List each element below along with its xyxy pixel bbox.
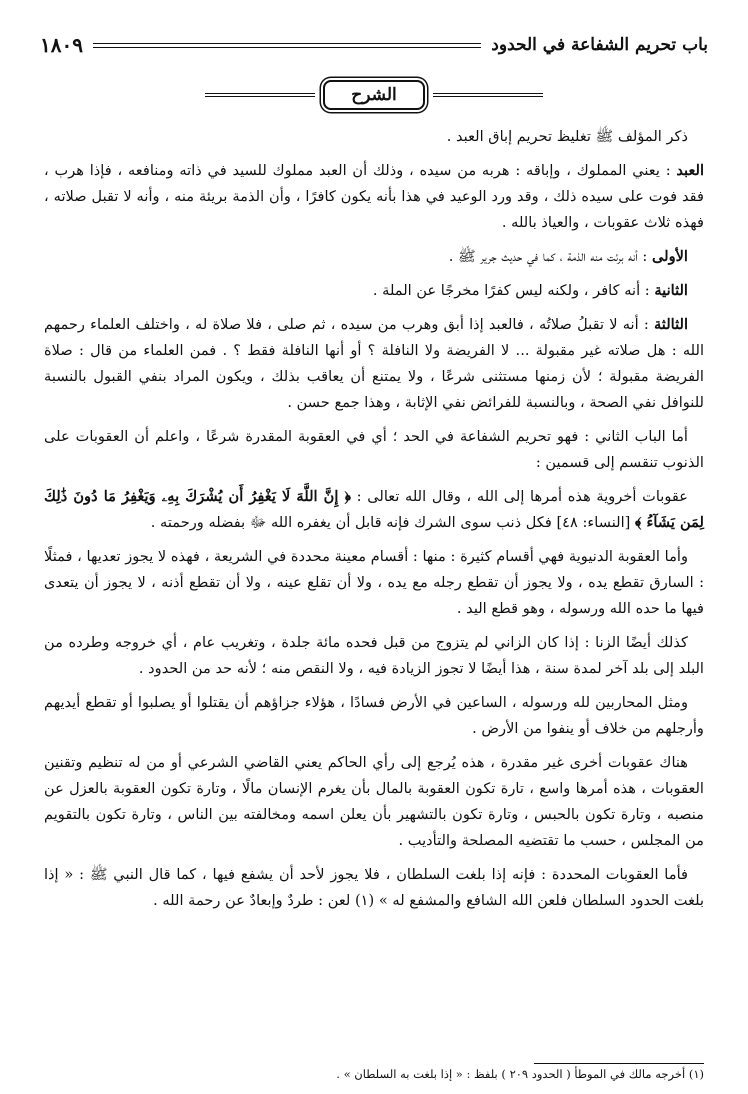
heading-rule-left [205,93,315,97]
term-text: : يعني المملوك ، وإباقه : هربه من سيده ، وذلك أن العبد مملوك للسيد في ذاته ومنافعه ، فإذا هرب ، فقد فوت على سيده ذلك ، وقد ورد الوعيد في هذا بأنه يكون كافرًا ، وأن الذمة بريئة منه ، وأنه لا تقبل صلاته ، فهذه ثلاث عقوبات ، والعياذ بالله . [44,162,704,231]
afterlife-text: عقوبات أخروية هذه أمرها إلى الله ، وقال الله تعالى : [351,488,688,505]
running-header [40,30,708,60]
paragraph-second [44,278,704,304]
second-label: الثانية [654,282,688,299]
section-heading-block [0,80,748,110]
fixed-punishments-text: فأما العقوبات المحددة : فإنه إذا بلغت السلطان ، فلا يجوز لأحد أن يشفع فيها ، كما قال النبي ﷺ : « إذا بلغت الحدود السلطان فلعن الله الشافع والمشفع له » (١) لعن : طردٌ وإبعادٌ عن رحمة الله . [44,866,704,909]
quran-verse: ﴿ إِنَّ اللَّهَ لَا يَغْفِرُ أَن يُشْرَكَ بِهِۦ وَيَغْفِرُ مَا دُونَ ذَٰلِكَ لِمَن يَشَآءُ ﴾ [44,488,704,531]
paragraph-worldly-punishments [44,544,704,622]
paragraph-second-chapter [44,424,704,476]
tazir-text: هناك عقوبات أخرى غير مقدرة ، هذه يُرجع إلى رأي الحاكم يعني القاضي الشرعي أو من له تنظيم وتقنين العقوبات ، هذه أمرها واسع ، تارة تكون العقوبة بالمال بأن يغرم الإنسان مالًا ، وتارة تكون العقوبة بالعزل عن منصبه ، وتارة تكون بالحبس ، وتارة تكون بالتشهير بأن يعلن اسمه ومخالفته بين الناس ، وتارة تكون بالتقويم من المجلس ، حسب ما تقتضيه المصلحة والتأديب . [44,754,704,849]
afterlife-text-end: فكل ذنب سوى الشرك فإنه قابل أن يغفره الله ﷻ بفضله ورحمته . [150,514,552,531]
first-text: : أنه برئت منه الذمة ، كما في حديث جرير ﷺ . [448,248,652,265]
paragraph-tazir [44,750,704,854]
paragraph-abd [44,158,704,236]
section-heading: الشرح [323,80,424,110]
third-text: : أنه لا تقبلُ صلاتُه ، فالعبد إذا أبق وهرب من سيده ، ثم صلى ، فلا صلاة له ، واختلف العلماء رحمهم الله : هل صلاته غير مقبولة ... لا الفريضة ولا النافلة ؟ أو أنها النافلة فقط ؟ . فمن العلماء من قال : صلاة الفريضة مقبولة ؛ لأن زمنها مستثنى شرعًا ، ولا يمتنع أن يعاقب بذلك ، ويكون المراد بنفي القبول بالنسبة للنوافل نفي الصحة ، وبالنسبة للفرائض نفي الإثابة ، وهذا جمع حسن . [44,316,704,411]
second-chapter-text: أما الباب الثاني : فهو تحريم الشفاعة في الحد ؛ أي في العقوبة المقدرة شرعًا ، واعلم أن العقوبات على الذنوب تنقسم إلى قسمين : [44,428,704,471]
first-label: الأولى [651,248,688,265]
verse-reference: [النساء: ٤٨] [551,514,635,531]
footnote-rule [534,1063,704,1064]
paragraph-hiraba [44,690,704,742]
paragraph-fixed-punishments [44,862,704,914]
second-text: : أنه كافر ، ولكنه ليس كفرًا مخرجًا عن الملة . [372,282,655,299]
heading-rule-right [433,93,543,97]
chapter-title: باب تحريم الشفاعة في الحدود [491,35,708,55]
page-number: ١٨٠٩ [40,33,83,57]
header-rule [93,43,481,48]
paragraph-third [44,312,704,416]
paragraph-first [44,244,704,270]
footnote: (١) أخرجه مالك في الموطأ ( الحدود ٢٠٩ ) بلفظ : « إذا بلغت به السلطان » . [336,1067,704,1081]
intro-text: ذكر المؤلف ﷺ تغليظ تحريم إباق العبد . [446,128,688,145]
hiraba-text: ومثل المحاربين لله ورسوله ، الساعين في الأرض فسادًا ، هؤلاء جزاؤهم أن يقتلوا أو يصلبوا أو تقطع أيديهم وأرجلهم من خلاف أو ينفوا من الأرض . [44,694,704,737]
term-label: العبد [676,162,704,179]
body-text [44,124,704,922]
third-label: الثالثة [653,316,688,333]
zina-text: كذلك أيضًا الزنا : إذا كان الزاني لم يتزوج من قبل فحده مائة جلدة ، وتغريب عام ، أي خروجه وطرده من البلد إلى بلد آخر لمدة سنة ، هذا أيضًا لا تجوز الزيادة فيه ، ولا النقص منه ؛ لأنه حد من الحدود . [44,634,704,677]
paragraph-intro [44,124,704,150]
worldly-text: وأما العقوبة الدنيوية فهي أقسام كثيرة : منها : أقسام معينة محددة في الشريعة ، فهذه لا يجوز تعديها ، فمثلًا : السارق تقطع يده ، ولا يجوز أن تقطع رجله مع يده ، ولا أن تقلع عينه ، ولا أن تقطع أذنه ، لا يجوز أن يتعدى فيها ما حده الله ورسوله ، وهو قطع اليد . [44,548,704,617]
paragraph-afterlife-punishments [44,484,704,536]
paragraph-zina [44,630,704,682]
